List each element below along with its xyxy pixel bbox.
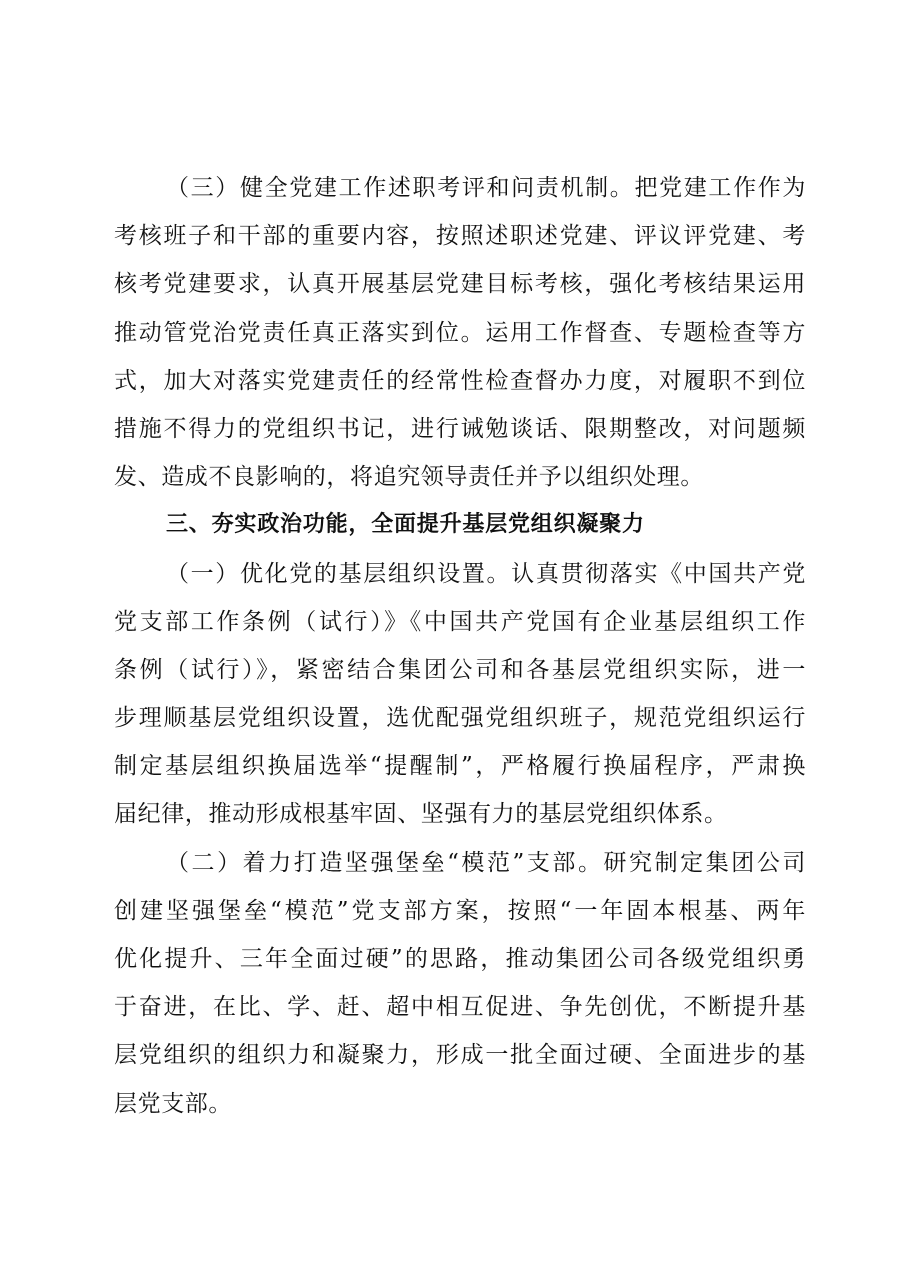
paragraph-3-line-2: 创建坚强堡垒“模范”党支部方案，按照“一年固本根基、两年 bbox=[114, 897, 806, 924]
paragraph-1-line-2: 考核班子和干部的重要内容，按照述职述党建、评议评党建、考 bbox=[114, 223, 806, 250]
paragraph-1-line-3: 核考党建要求，认真开展基层党建目标考核，强化考核结果运用 bbox=[114, 271, 806, 298]
paragraph-3-line-6: 层党支部。 bbox=[114, 1090, 232, 1117]
paragraph-1-line-5: 式，加大对落实党建责任的经常性检查督办力度，对履职不到位 bbox=[114, 367, 806, 394]
paragraph-3-line-4: 于奋进，在比、学、赶、超中相互促进、争先创优，不断提升基 bbox=[114, 994, 806, 1021]
paragraph-3-line-3: 优化提升、三年全面过硬”的思路，推动集团公司各级党组织勇 bbox=[114, 946, 806, 972]
paragraph-2-line-6: 届纪律，推动形成根基牢固、坚强有力的基层党组织体系。 bbox=[114, 801, 728, 828]
document-body bbox=[114, 164, 806, 1128]
paragraph-1-line-4: 推动管党治党责任真正落实到位。运用工作督查、专题检查等方 bbox=[114, 319, 806, 346]
paragraph-3-line-1: （二）着力打造坚强堡垒“模范”支部。研究制定集团公司 bbox=[166, 849, 806, 876]
paragraph-3-line-5: 层党组织的组织力和凝聚力，形成一批全面过硬、全面进步的基 bbox=[114, 1042, 806, 1069]
paragraph-2-line-4: 步理顺基层党组织设置，选优配强党组织班子，规范党组织运行 bbox=[114, 705, 806, 732]
paragraph-1-line-6: 措施不得力的党组织书记，进行诫勉谈话、限期整改，对问题频 bbox=[114, 415, 806, 442]
paragraph-2-line-3: 条例（试行）》，紧密结合集团公司和各基层党组织实际，进一 bbox=[114, 656, 806, 683]
paragraph-2-line-5: 制定基层组织换届选举“提醒制”，严格履行换届程序，严肃换 bbox=[114, 753, 806, 780]
section-heading: 三、夯实政治功能，全面提升基层党组织凝聚力 bbox=[166, 512, 645, 538]
paragraph-2-line-1: （一）优化党的基层组织设置。认真贯彻落实《中国共产党 bbox=[166, 560, 806, 587]
paragraph-1-line-7: 发、造成不良影响的，将追究领导责任并予以组织处理。 bbox=[114, 464, 704, 491]
paragraph-1-line-1: （三）健全党建工作述职考评和问责机制。把党建工作作为 bbox=[166, 175, 806, 201]
paragraph-2-line-2: 党支部工作条例（试行）》《中国共产党国有企业基层组织工作 bbox=[114, 608, 806, 635]
